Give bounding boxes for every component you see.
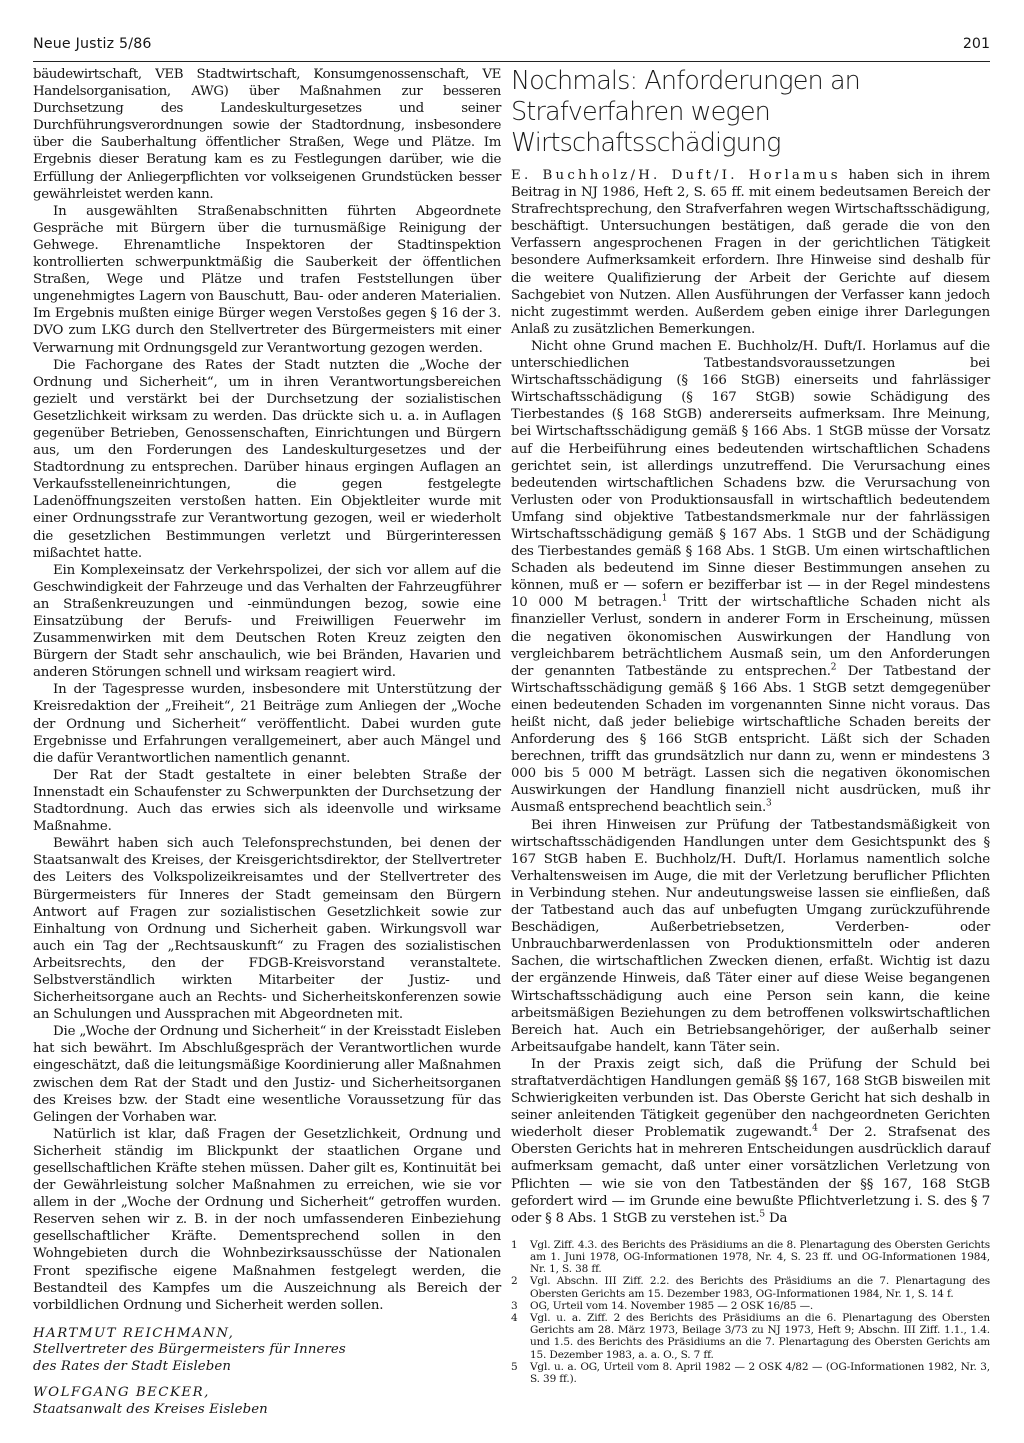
footnote-text: Vgl. Abschn. III Ziff. 2.2. des Berichts des Präsidiums an die 7. Plenartagung des Obersten Gerichts am 15. Dezember 1983, OG-Informationen 1984, Nr. 1, S. 14 f.	[530, 1275, 990, 1300]
footnote-text: Vgl. u. a. Ziff. 2 des Berichts des Präsidiums an die 6. Plenartagung des Obersten Gerichts am 28. März 1973, Beilage 3/73 zu NJ 1973, Heft 9; Abschn. III Ziff. 1.1., 1.4. und 1.5. des Berichts des Präsidiums an die 7. Plenartagung des Obersten Gerichts am 15. Dezember 1983, a. a. O., S. 7 ff.	[530, 1312, 990, 1361]
paragraph: Natürlich ist klar, daß Fragen der Gesetzlichkeit, Ordnung und Sicherheit ständig im Blickpunkt der staatlichen Organe und gesellschaftlichen Kräfte stehen müssen. Daher gilt es, Kontinuität bei der Gewährleistung solcher Maßnahmen zu erreichen, wie sie vor allem in der „Woche der Ordnung und Sicherheit“ getroffen wurden. Reserven sehen wir z. B. in der noch umfassenderen Einbeziehung gesellschaftlicher Kräfte. Dementsprechend sollen in den Wohngebieten durch die Wohnbezirksausschüsse der Nationalen Front spezifische eigene Maßnahmen festgelegt werden, die Bestandteil des Kampfes um die Auszeichnung als Bereich der vorbildlichen Ordnung und Sicherheit werden sollen.	[33, 1126, 501, 1313]
paragraph: E. Buchholz/H. Duft/I. Horlamus haben sich in ihrem Beitrag in NJ 1986, Heft 2, S. 65 ff. mit einem bedeutsamen Bereich der Strafrechtsprechung, den Strafverfahren wegen Wirtschaftsschädigung, beschäftigt. Untersuchungen bestätigen, daß gerade die von den Verfassern angesprochenen Fragen in der gerichtlichen Tätigkeit besondere Aufmerksamkeit erfordern. Ihre Hinweise sind deshalb für die weitere Qualifizierung der Arbeit der Gerichte auf diesem Sachgebiet von Nutzen. Allen Ausführungen der Verfasser kann jedoch nicht zugestimmt werden. Außerdem geben einige ihrer Darlegungen Anlaß zu zusätzlichen Bemerkungen.	[511, 168, 990, 337]
paragraph: In der Tagespresse wurden, insbesondere mit Unterstützung der Kreisredaktion der „Freiheit“, 21 Beiträge zum Anliegen der „Woche der Ordnung und Sicherheit“ veröffentlicht. Dabei wurden gute Ergebnisse und Erfahrungen verallgemeinert, aber auch Mängel und die dafür Verantwortlichen namentlich genannt.	[33, 682, 501, 766]
header-rule	[33, 61, 990, 62]
article-title-line: Strafverfahren wegen Wirtschaftsschädigung	[511, 97, 781, 158]
signature-role: Stellvertreter des Bürgermeisters für Inneres	[33, 1342, 346, 1358]
footnote-ref: 2	[830, 662, 837, 673]
footnote	[511, 1361, 990, 1385]
paragraph: In ausgewählten Straßenabschnitten führten Abgeordnete Gespräche mit Bürgern über die turnusmäßige Reinigung der Gehwege. Ehrenamtliche Inspektoren der Stadtinspektion kontrollierten schwerpunktmäßig die Sauberkeit der öffentlichen Straßen, Wege und Plätze und trafen Feststellungen über ungenehmigtes Lagern von Bauschutt, Bau- oder anderen Materialien. Im Ergebnis mußten einige Bürger wegen Verstoßes gegen § 16 der 3. DVO zum LKG durch den Stellvertreter des Bürgermeisters mit einer Verwarnung mit Ordnungsgeld zur Verantwortung gezogen werden.	[33, 203, 501, 356]
page-number: 201	[962, 36, 990, 52]
running-head	[33, 36, 990, 58]
footnote	[511, 1239, 990, 1276]
paragraph: Nicht ohne Grund machen E. Buchholz/H. Duft/I. Horlamus auf die unterschiedlichen Tatbestandsvoraussetzungen bei Wirtschaftsschädigung (§ 166 StGB) einerseits und fahrlässiger Wirtschaftsschädigung (§ 167 StGB) sowie Schädigung des Tierbestandes (§ 168 StGB) andererseits aufmerksam. Ihre Meinung, bei Wirtschaftsschädigung gemäß § 166 Abs. 1 StGB müsse der Vorsatz auf die Herbeiführung eines bedeutenden wirtschaftlichen Schadens gerichtet sein, ist allerdings unzutreffend. Die Verursachung eines bedeutenden wirtschaftlichen Schadens bzw. die Verursachung von Verlusten oder von Produktionsausfall in wirtschaftlich bedeutendem Umfang sind objektive Tatbestandsmerkmale nur der fahrlässigen Wirtschaftsschädigung gemäß § 167 Abs. 1 StGB und der Schädigung des Tierbestandes gemäß § 168 Abs. 1 StGB. Um einen wirtschaftlichen Schaden als bedeutend im Sinne dieser Bestimmungen ansehen zu können, muß er — sofern er bezifferbar ist — in der Regel mindestens 10 000 M betragen.$^1$ Tritt der wirtschaftliche Schaden nicht als finanzieller Verlust, sondern in anderer Form in Erscheinung, müssen die negativen ökonomischen Auswirkungen der Handlung von vergleichbarem beträchtlichem Ausmaß sein, um den Anforderungen der genannten Tatbestände zu entsprechen.$^2$ Der Tatbestand der Wirtschaftsschädigung gemäß § 166 Abs. 1 StGB setzt demgegenüber einen bedeutenden Schaden im vorgenannten Sinne nicht voraus. Das heißt nicht, daß jeder beliebige wirtschaftliche Schaden bereits der Anforderung des § 166 StGB entspricht. Läßt sich der Schaden berechnen, trifft das grundsätzlich nur dann zu, wenn er mindestens 3 000 bis 5 000 M beträgt. Lassen sich die negativen ökonomischen Auswirkungen der Handlung finanziell nicht ausdrücken, muß ihr Ausmaß entsprechend beachtlich sein.$^3$	[511, 338, 991, 816]
article-title-line: Nochmals: Anforderungen an	[511, 66, 860, 96]
footnote-text: Vgl. u. a. OG, Urteil vom 8. April 1982 — 2 OSK 4/82 — (OG-Informationen 1982, Nr. 3, S. 39 ff.).	[530, 1360, 990, 1386]
signature-name: HARTMUT REICHMANN,	[33, 1325, 235, 1341]
right-column	[511, 66, 990, 1385]
paragraph: Bewährt haben sich auch Telefonsprechstunden, bei denen der Staatsanwalt des Kreises, der Kreisgerichtsdirektor, der Stellvertreter des Leiters des Volkspolizeikreisamtes und der Stellvertreter des Bürgermeisters für Inneres der Stadt gemeinsam den Bürgern Antwort auf Fragen zur sozialistischen Gesetzlichkeit sowie zur Einhaltung von Ordnung und Sicherheit gaben. Wirkungsvoll war auch ein Tag der „Rechtsauskunft“ zu Fragen des sozialistischen Arbeitsrechts, den der FDGB-Kreisvorstand veranstaltete. Selbstverständlich wirkten Mitarbeiter der Justiz- und Sicherheitsorgane auch an Rechts- und Sicherheitskonferenzen sowie an Schulungen und Aussprachen mit Abgeordneten mit.	[33, 836, 501, 1023]
footnote-ref: 1	[661, 593, 668, 604]
paragraph: Die Fachorgane des Rates der Stadt nutzten die „Woche der Ordnung und Sicherheit“, um in ihren Verantwortungsbereichen gezielt und verstärkt bei der Durchsetzung der sozialistischen Gesetzlichkeit wirksam zu werden. Das drückte sich u. a. in Auflagen gegenüber Betrieben, Genossenschaften, Einrichtungen und Bürgern aus, um den Forderungen des Landeskulturgesetzes und der Stadtordnung zu entsprechen. Darüber hinaus ergingen Auflagen an Verkaufsstelleneinrichtungen, die gegen festgelegte Ladenöffnungszeiten verstoßen hatten. Ein Objektleiter wurde mit einer Ordnungsstrafe zur Verantwortung gezogen, weil er wiederholt die gesetzlichen Bestimmungen verletzt und Bürgerinteressen mißachtet hatte.	[33, 357, 501, 561]
paragraph: Ein Komplexeinsatz der Verkehrspolizei, der sich vor allem auf die Geschwindigkeit der Fahrzeuge und das Verhalten der Fahrzeugführer an Straßenkreuzungen und -einmündungen bezog, sowie eine Einsatzübung der Berufs- und Freiwilligen Feuerwehr im Zusammenwirken mit dem Deutschen Roten Kreuz zeigten den Bürgern der Stadt sehr anschaulich, wie bei Bränden, Havarien und anderen Störungen schnell und wirksam reagiert wird.	[33, 562, 501, 681]
footnote-ref: 5	[759, 1209, 765, 1220]
signature-role: Staatsanwalt des Kreises Eisleben	[33, 1401, 268, 1417]
footnote-number: 4	[511, 1312, 518, 1325]
journal-issue: Neue Justiz 5/86	[33, 36, 152, 52]
footnote-number: 3	[511, 1299, 518, 1312]
left-column	[33, 66, 501, 1418]
signature-block	[33, 1385, 501, 1418]
paragraph: Bei ihren Hinweisen zur Prüfung der Tatbestandsmäßigkeit von wirtschaftsschädigenden Handlungen unter dem Gesichtspunkt des § 167 StGB haben E. Buchholz/H. Duft/I. Horlamus namentlich solche Verhaltensweisen im Auge, die mit der Verletzung beruflicher Pflichten in Verbindung stehen. Nur andeutungsweise lassen sie einfließen, daß der Tatbestand auch das auf unbefugten Umgang zurückzuführende Beschädigen, Außerbetriebsetzen, Verderben- oder Unbrauchbarwerdenlassen von Produktionsmitteln oder anderen Sachen, die wirtschaftlichen Zwecken dienen, erfaßt. Wichtig ist dazu der ergänzende Hinweis, daß Täter einer auf diese Weise begangenen Wirtschaftsschädigung auch eine Person sein kann, die keine arbeitsmäßigen Beziehungen zu dem betroffenen volkswirtschaftlichen Bereich hat. Auch ein Betriebsangehöriger, der außerhalb seiner Arbeitsaufgabe handelt, kann Täter sein.	[511, 817, 990, 1055]
footnote-ref: 4	[812, 1123, 818, 1134]
signature-name: WOLFGANG BECKER,	[33, 1385, 210, 1401]
footnote	[511, 1300, 990, 1312]
footnote-text: OG, Urteil vom 14. November 1985 — 2 OSK 16/85 —.	[530, 1299, 814, 1312]
footnote	[511, 1312, 990, 1361]
footnote-number: 1	[511, 1238, 518, 1251]
paragraph: bäudewirtschaft, VEB Stadtwirtschaft, Konsumgenossenschaft, VE Handelsorganisation, AWG) über Maßnahmen zur besseren Durchsetzung des Landeskulturgesetzes und seiner Durchführungsverordnungen sowie der Stadtordnung, insbesondere über die Sauberhaltung öffentlicher Straßen, Wege und Plätze. Im Ergebnis dieser Beratung kam es zu Festlegungen darüber, wie die Erfüllung der Anliegerpflichten vor volkseigenen Grundstücken besser gewährleistet werden kann.	[33, 67, 501, 202]
footnote-text: Vgl. Ziff. 4.3. des Berichts des Präsidiums an die 8. Plenartagung des Obersten Gerichts am 1. Juni 1978, OG-Informationen 1978, Nr. 4, S. 23 ff. und OG-Informationen 1984, Nr. 1, S. 38 ff.	[530, 1238, 990, 1276]
paragraph: In der Praxis zeigt sich, daß die Prüfung der Schuld bei straftatverdächtigen Handlungen gemäß §§ 167, 168 StGB bisweilen mit Schwierigkeiten verbunden ist. Das Oberste Gericht hat sich deshalb in seiner anleitenden Tätigkeit gegenüber den nachgeordneten Gerichten wiederholt dieser Problematik zugewandt.$^4$ Der 2. Strafsenat des Obersten Gerichts hat in mehreren Entscheidungen ausdrücklich darauf aufmerksam gemacht, daß unter einer vorsätzlichen Verletzung von Pflichten — wie sie von den Tatbeständen der §§ 167, 168 StGB gefordert wird — im Grunde eine bewußte Pflichtverletzung i. S. des § 7 oder § 8 Abs. 1 StGB zu verstehen ist.$^5$ Da	[511, 1056, 990, 1226]
paragraph: Die „Woche der Ordnung und Sicherheit“ in der Kreisstadt Eisleben hat sich bewährt. Im Abschlußgespräch der Verantwortlichen wurde eingeschätzt, daß die leitungsmäßige Koordinierung aller Maßnahmen zwischen dem Rat der Stadt und den Justiz- und Sicherheitsorganen des Kreises bzw. der Stadt eine wesentliche Voraussetzung für das Gelingen der Vorhaben war.	[33, 1024, 501, 1125]
footnote	[511, 1275, 990, 1299]
signature-role: des Rates der Stadt Eisleben	[33, 1358, 232, 1374]
footnote-ref: 3	[766, 799, 772, 810]
signature-block	[33, 1326, 501, 1376]
cited-authors: E. Buchholz/H. Duft/I. Horlamus	[511, 168, 841, 183]
paragraph: Der Rat der Stadt gestaltete in einer belebten Straße der Innenstadt ein Schaufenster zu Schwerpunkten der Durchsetzung der Stadtordnung. Auch das erwies sich als ideenvolle und wirksame Maßnahme.	[33, 767, 501, 835]
footnotes	[511, 1239, 990, 1385]
footnote-number: 5	[511, 1360, 518, 1373]
article-title	[511, 66, 990, 159]
footnote-number: 2	[511, 1275, 518, 1288]
